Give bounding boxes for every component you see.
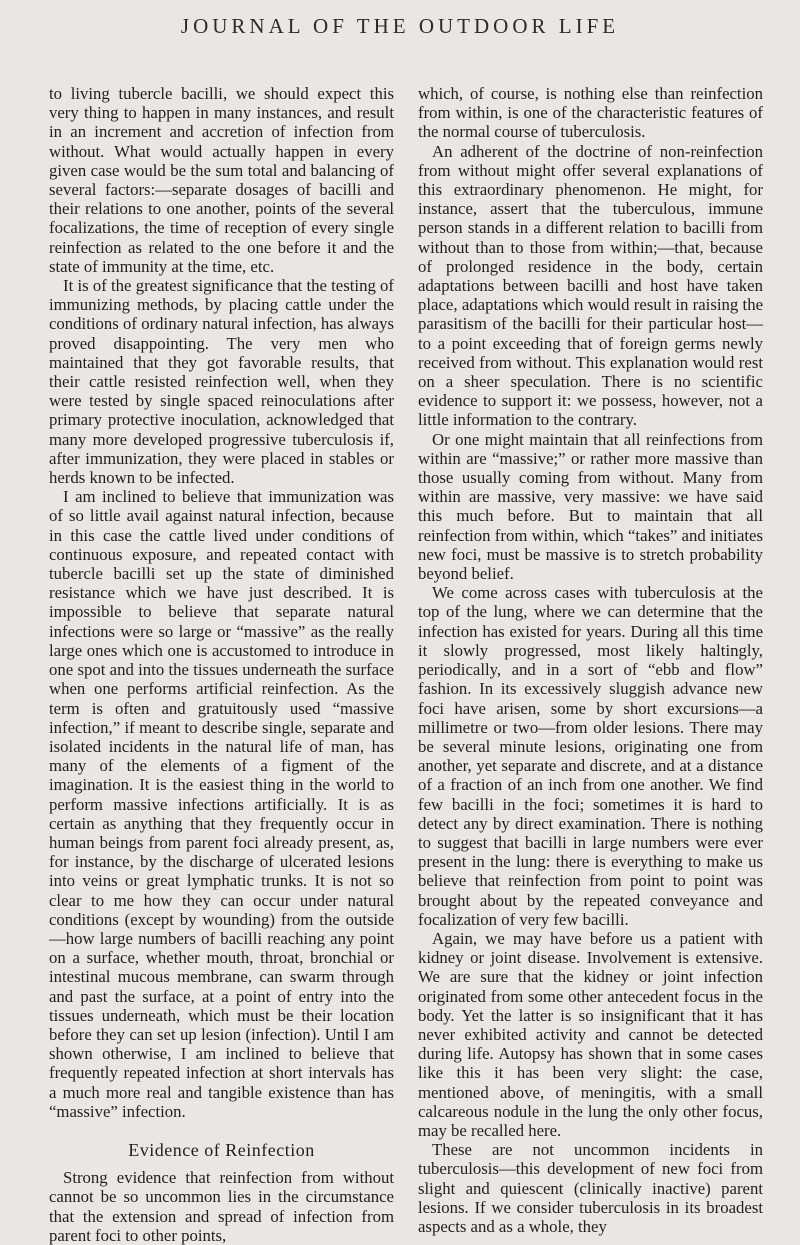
paragraph: We come across cases with tuberculosis at the top of the lung, where we can determine that the infection has existed for years. During all this time it slowly progressed, most likely haltingly, periodically, and in a sort of “ebb and flow” fashion. In its excessively sluggish advance new foci have arisen, some by short excursions—a millimetre or two—from older lesions. There may be several minute lesions, originating one from another, yet separate and discrete, and at a distance of a fraction of an inch from one another. We find few bacilli in the foci; sometimes it is hard to detect any by direct examination. There is nothing to suggest that bacilli in large numbers were ever present in the lung: there is everything to make us believe that reinfection from point to point was brought about by the repeated conveyance and focalization of very few bacilli. xyxy=(418,583,763,929)
paragraph: Again, we may have before us a patient with kidney or joint disease. Involvement is extensive. We are sure that the kidney or joint infection originated from some other antecedent focus in the body. Yet the latter is so insignificant that it has never exhibited activity and cannot be detected during life. Autopsy has shown that in some cases like this it has been very slight: the case, mentioned above, of meningitis, with a small calcareous nodule in the lung the only other focus, may be recalled here. xyxy=(418,928,763,1140)
paragraph: to living tubercle bacilli, we should expect this very thing to happen in many instances, and result in an increment and accretion of infection from without. What would actually happen in every given case would be the sum total and balancing of several factors:—separate dosages of bacilli and their relations to one another, points of the several focalizations, the time of reception of every single reinfection as related to the one before it and the state of immunity at the time, etc. xyxy=(49,84,394,276)
paragraph: I am inclined to believe that immunization was of so little avail against natural infection, because in this case the cattle lived under conditions of continuous exposure, and repeated contact with tubercle bacilli set up the state of diminished resistance which we have just described. It is impossible to believe that separate natural infections were so large or “massive” as the really large ones which one is accustomed to introduce in one spot and into the tissues underneath the surface when one performs artificial reinfection. As the term is often and gratuitously used “massive infection,” if meant to describe single, separate and isolated incidents in the natural life of man, has many of the elements of a figment of the imagination. It is the easiest thing in the world to perform massive infections artificially. It is as certain as anything that they frequently occur in human beings from parent foci already present, as, for instance, by the discharge of ulcerated lesions into veins or great lymphatic trunks. It is not so clear to me how they can occur under natural conditions (except by wounding) from the outside—how large numbers of bacilli reaching any point on a surface, whether mouth, throat, bronchial or intestinal mucous membrane, can swarm through and past the surface, at a point of entry into the tissues underneath, which must be their location before they can set up lesion (infection). Until I am shown otherwise, I am inclined to believe that frequently repeated infection at short intervals has a much more real and tangible existence than has “massive” infection. xyxy=(49,487,394,1121)
paragraph: An adherent of the doctrine of non-reinfection from without might offer several explanations of this extraordinary phenomenon. He might, for instance, assert that the tuberculous, immune person stands in a different relation to bacilli from without than to those from within;—that, because of prolonged residence in the body, certain adaptations between bacilli and host have taken place, adaptations which would result in raising the parasitism of the bacilli for their particular host—to a point exceeding that of foreign germs newly received from without. This explanation would rest on a sheer speculation. There is no scientific evidence to support it: we possess, however, not a little information to the contrary. xyxy=(418,141,763,430)
left-column xyxy=(49,84,394,1245)
running-header: JOURNAL OF THE OUTDOOR LIFE xyxy=(180,14,620,38)
paragraph: It is of the greatest significance that the testing of immunizing methods, by placing cattle under the conditions of ordinary natural infection, has always proved disappointing. The very men who maintained that they got favorable results, that their cattle resisted reinfection well, when they were tested by single spaced reinoculations after primary protective inoculation, acknowledged that many more developed progressive tuberculosis if, after immunization, they were placed in stables or herds known to be infected. xyxy=(49,276,394,488)
paragraph: Or one might maintain that all reinfections from within are “massive;” or rather more massive than those usually coming from without. Many from within are massive, very massive: we have said this much before. But to maintain that all reinfection from within, which “takes” and initiates new foci, must be massive is to stretch probability beyond belief. xyxy=(418,429,763,584)
section-heading: Evidence of Reinfection xyxy=(128,1139,315,1160)
paragraph: Strong evidence that reinfection from without cannot be so uncommon lies in the circumstance that the extension and spread of infection from parent foci to other points, xyxy=(49,1168,394,1245)
right-column xyxy=(418,84,763,1236)
paragraph: which, of course, is nothing else than reinfection from within, is one of the characteristic features of the normal course of tuberculosis. xyxy=(418,84,763,142)
paragraph: These are not uncommon incidents in tuberculosis—this development of new foci from slight and quiescent (clinically inactive) parent lesions. If we consider tuberculosis in its broadest aspects and as a whole, they xyxy=(418,1140,763,1236)
